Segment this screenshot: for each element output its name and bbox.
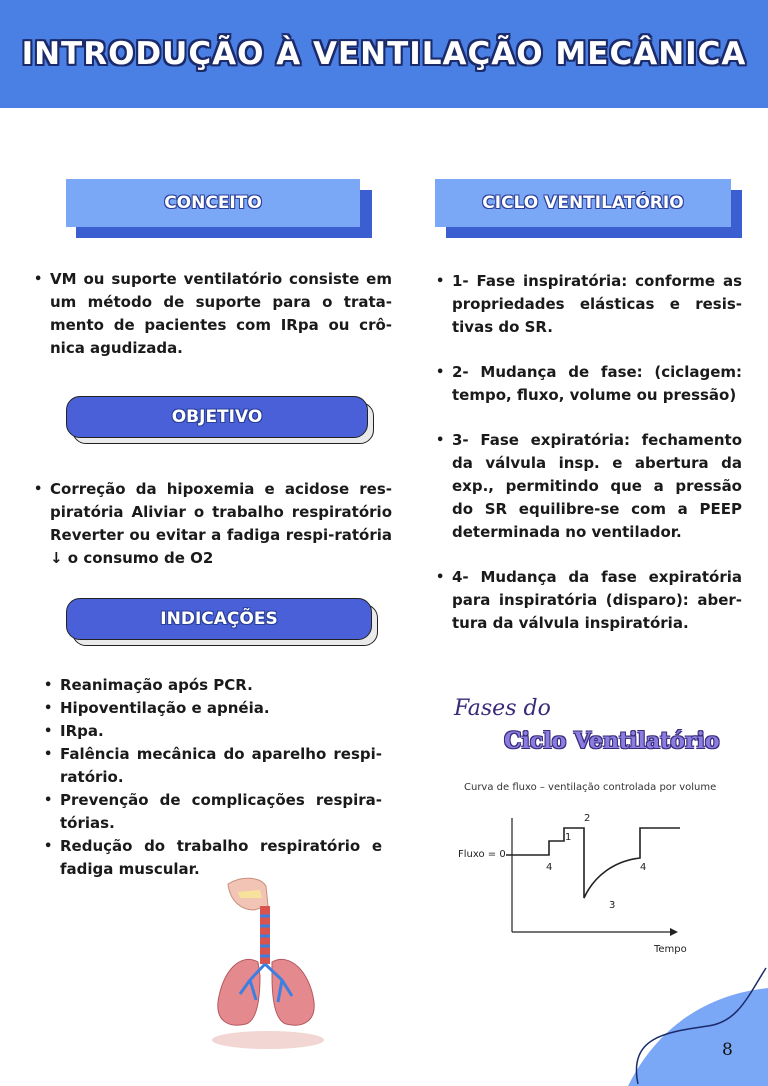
figure-title-line2: Ciclo Ventilatório: [504, 728, 720, 754]
list-item: • VM ou suporte ventilatório consiste em um método de suporte para o trata-mento de pacientes com IRpa ou crô-nica agudizada.: [32, 268, 392, 360]
x-axis-arrow: [670, 928, 678, 936]
figure-subtitle: Curva de fluxo – ventilação controlada por volume: [464, 782, 717, 793]
list-item: • Reanimação após PCR.: [42, 674, 382, 697]
header-banner: [0, 0, 768, 108]
indicacoes-heading-box: [66, 598, 372, 640]
conceito-heading-box: [66, 179, 360, 227]
list-item: • 1- Fase inspiratória: conforme as propriedades elásticas e resis-tivas do SR.: [434, 270, 742, 339]
list-item: • Hipoventilação e apnéia.: [42, 697, 382, 720]
indicacoes-heading: INDICAÇÕES: [160, 609, 278, 629]
list-item: • 3- Fase expiratória: fechamento da válvula insp. e abertura da exp., permitindo que a pressão do SR equilibre-se com a PEEP determinada no ventilador.: [434, 429, 742, 544]
indicacoes-list: [42, 674, 382, 881]
ciclo-heading: CICLO VENTILATÓRIO: [482, 193, 684, 213]
point-label: 1: [565, 832, 572, 843]
lungs-base-shadow: [212, 1031, 324, 1049]
conceito-list: [32, 268, 392, 360]
corner-wave: [628, 988, 768, 1086]
list-item: • 2- Mudança de fase: (ciclagem: tempo, fluxo, volume ou pressão): [434, 361, 742, 407]
point-label: 2: [584, 813, 591, 824]
list-item: • Correção da hipoxemia e acidose res-piratória Aliviar o trabalho respiratório Reverter ou evitar a fadiga respi-ratória ↓ o consumo de O2: [32, 478, 392, 570]
lungs-illustration: [210, 876, 326, 1052]
list-item: • IRpa.: [42, 720, 382, 743]
flow-curve: [506, 828, 680, 898]
list-item: • Falência mecânica do aparelho respi-ratório.: [42, 743, 382, 789]
list-item: • Prevenção de complicações respira-tórias.: [42, 789, 382, 835]
page-number: 8: [722, 1040, 733, 1060]
x-axis-label: Tempo: [654, 944, 687, 955]
list-item: • 4- Mudança da fase expiratória para inspiratória (disparo): aber-tura da válvula inspiratória.: [434, 566, 742, 635]
corner-decoration: [598, 966, 768, 1086]
list-item: • Redução do trabalho respiratório e fadiga muscular.: [42, 835, 382, 881]
point-label: 4: [640, 862, 647, 873]
point-label: 4: [546, 862, 553, 873]
objetivo-heading-box: [66, 396, 368, 438]
objetivo-list: [32, 478, 392, 570]
page-title: INTRODUÇÃO À VENTILAÇÃO MECÂNICA: [21, 36, 747, 72]
ciclo-heading-box: [435, 179, 731, 227]
objetivo-heading: OBJETIVO: [171, 407, 263, 427]
y-axis-label: Fluxo = 0: [458, 849, 506, 860]
point-label: 3: [609, 900, 616, 911]
conceito-heading: CONCEITO: [164, 193, 262, 213]
figure-title-line1: Fases do: [454, 696, 551, 721]
ciclo-list: [434, 270, 742, 657]
flow-curve-diagram: [444, 806, 740, 956]
ciclo-figure: [444, 676, 740, 976]
